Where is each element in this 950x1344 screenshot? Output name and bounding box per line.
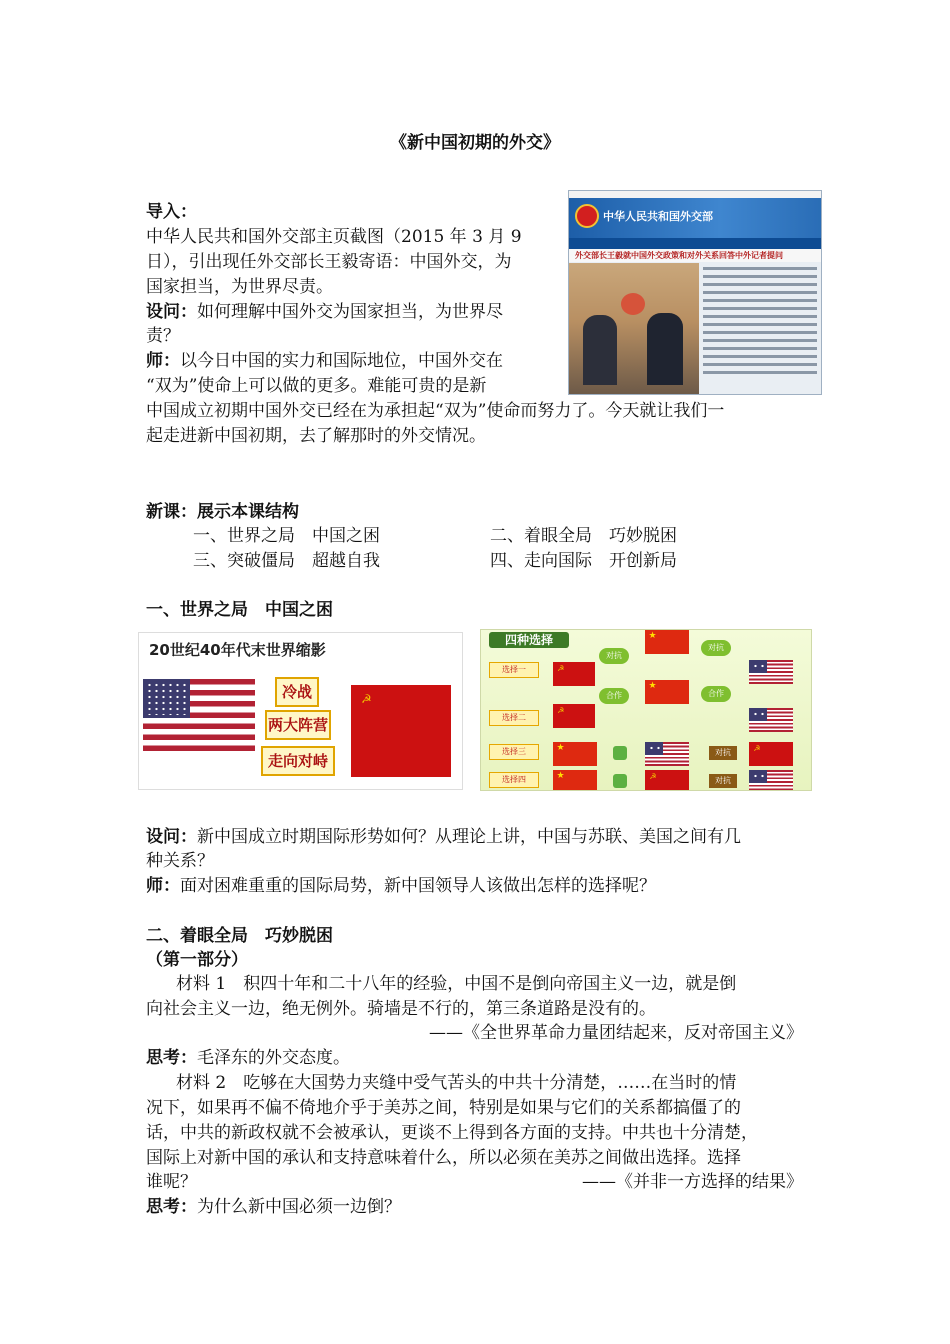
image-caption: 20世纪40年代末世界缩影 [149, 641, 326, 659]
national-emblem-icon [575, 204, 599, 228]
us-flag-icon [749, 708, 793, 732]
intro-question-line-1 [146, 300, 503, 324]
option-3: 选择三 [489, 744, 539, 760]
soviet-flag-icon: ☭ [553, 704, 595, 728]
screenshot-banner [569, 198, 821, 238]
material2-line-5: 谁呢？ [146, 1172, 197, 1192]
intro-label: 导入： [146, 202, 197, 222]
section2-heading: 二、着眼全局 巧妙脱困 [146, 926, 333, 946]
screenshot-navbar [569, 238, 821, 249]
four-choices-image [480, 629, 812, 791]
option-2: 选择二 [489, 710, 539, 726]
material2-source: ——《并非一方选择的结果》 [582, 1172, 803, 1192]
document-title: 《新中国初期的外交》 [390, 133, 560, 153]
arrow-cooperate-1: 合作 [599, 688, 629, 704]
intro-teacher-line-2: “双为”使命上可以做的更多。难能可贵的是新 [146, 376, 487, 396]
material2-line-2: 况下，如果再不偏不倚地介乎于美苏之间，特别是如果与它们的关系都搞僵了的 [146, 1098, 741, 1118]
vs-label-2: 对抗 [709, 774, 737, 788]
material1-line-2: 向社会主义一边，绝无例外。骑墙是不行的，第三条道路是没有的。 [146, 999, 656, 1019]
soviet-flag-icon: ☭ [749, 742, 793, 766]
material2-line-3: 话，中共的新政权就不会被承认，更谈不上得到各方面的支持。中共也十分清楚， [146, 1123, 758, 1143]
arrow-cooperate-2: 合作 [701, 686, 731, 702]
material2-line-1: 材料 2 吃够在大国势力夹缝中受气苦头的中共十分清楚，……在当时的情 [176, 1073, 737, 1093]
section2-part-label: （第一部分） [146, 950, 248, 970]
china-flag-icon: ★ [553, 742, 597, 766]
material1-source: ——《全世界革命力量团结起来，反对帝国主义》 [429, 1023, 803, 1043]
plus-icon [613, 774, 627, 788]
world-situation-image [138, 632, 463, 790]
us-flag-icon [645, 742, 689, 766]
structure-item-4: 四、走向国际 开创新局 [490, 551, 677, 571]
intro-line-3: 国家担当，为世界尽责。 [146, 277, 333, 297]
plus-icon [613, 746, 627, 760]
structure-item-1: 一、世界之局 中国之困 [193, 526, 380, 546]
screenshot-headline: 外交部长王毅就中国外交政策和对外关系回答中外记者提问 [569, 249, 821, 262]
teacher-text: 面对困难重重的国际局势，新中国领导人该做出怎样的选择呢？ [180, 876, 656, 896]
intro-question-line-2: 责？ [146, 326, 180, 346]
material2-line-4: 国际上对新中国的承认和支持意味着什么，所以必须在美苏之间做出选择。选择 [146, 1148, 741, 1168]
soviet-flag-icon: ☭ [351, 685, 451, 777]
tag-two-camps: 两大阵营 [265, 710, 331, 740]
china-flag-icon: ★ [645, 680, 689, 704]
photo-person-left [583, 315, 617, 385]
question-text: 新中国成立时期国际形势如何？从理论上讲，中国与苏联、美国之间有几 [197, 827, 741, 847]
screenshot-news-list [703, 267, 817, 379]
tag-cold-war: 冷战 [275, 677, 319, 707]
intro-line-1: 中华人民共和国外交部主页截图（2015 年 3 月 9 [146, 227, 522, 247]
ministry-name: 中华人民共和国外交部 [603, 210, 713, 223]
teacher-text: 以今日中国的实力和国际地位，中国外交在 [180, 351, 503, 371]
vs-label-1: 对抗 [709, 746, 737, 760]
soviet-flag-icon: ☭ [553, 662, 595, 686]
material1-line-1: 材料 1 积四十年和二十八年的经验，中国不是倒向帝国主义一边，就是倒 [176, 974, 737, 994]
think-text: 为什么新中国必须一边倒？ [197, 1197, 401, 1217]
question-text: 如何理解中国外交为国家担当，为世界尽 [197, 302, 503, 322]
structure-item-3: 三、突破僵局 超越自我 [193, 551, 380, 571]
think-text: 毛泽东的外交态度。 [197, 1048, 350, 1068]
think1-line [146, 1046, 350, 1070]
choices-header: 四种选择 [489, 632, 569, 648]
section1-question-line-2: 种关系？ [146, 851, 214, 871]
option-4: 选择四 [489, 772, 539, 788]
soviet-flag-icon: ☭ [645, 770, 689, 791]
us-flag-icon [143, 679, 255, 751]
china-flag-icon: ★ [553, 770, 597, 791]
intro-teacher-line-4: 起走进新中国初期，去了解那时的外交情况。 [146, 426, 486, 446]
us-flag-icon [749, 770, 793, 791]
arrow-confront-1: 对抗 [599, 648, 629, 664]
question-label: 设问： [146, 302, 197, 322]
arrow-confront-2: 对抗 [701, 640, 731, 656]
structure-item-2: 二、着眼全局 巧妙脱困 [490, 526, 677, 546]
teacher-label: 师： [146, 876, 180, 896]
option-1: 选择一 [489, 662, 539, 678]
think-label: 思考： [146, 1197, 197, 1217]
tag-confrontation: 走向对峙 [261, 746, 335, 776]
intro-line-2: 日），引出现任外交部长王毅寄语：中国外交，为 [146, 252, 512, 272]
section1-question-line-1 [146, 825, 741, 849]
mfa-homepage-screenshot [568, 190, 822, 395]
section1-heading: 一、世界之局 中国之困 [146, 600, 333, 620]
intro-teacher-line-1 [146, 349, 503, 373]
question-label: 设问： [146, 827, 197, 847]
china-flag-icon: ★ [645, 630, 689, 654]
photo-person-right [647, 313, 683, 385]
screenshot-news-photo [569, 263, 699, 394]
teacher-label: 师： [146, 351, 180, 371]
think2-line [146, 1195, 401, 1219]
screenshot-topbar [569, 191, 821, 198]
think-label: 思考： [146, 1048, 197, 1068]
intro-teacher-line-3: 中国成立初期中国外交已经在为承担起“双为”使命而努力了。今天就让我们一 [146, 401, 725, 421]
photo-flowers [621, 293, 645, 315]
structure-label: 新课：展示本课结构 [146, 502, 299, 522]
us-flag-icon [749, 660, 793, 684]
section1-teacher-line [146, 874, 656, 898]
